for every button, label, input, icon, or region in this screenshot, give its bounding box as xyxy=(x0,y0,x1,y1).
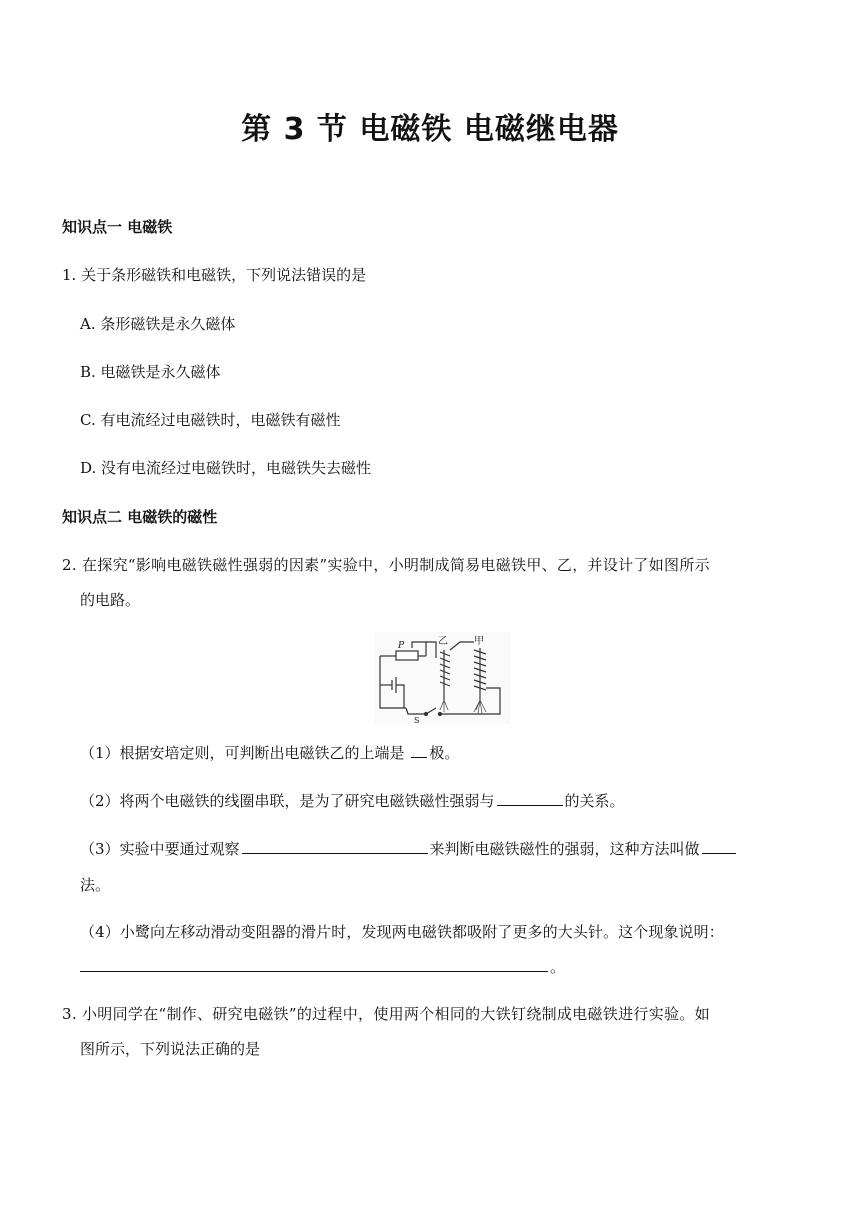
label-yi: 乙 xyxy=(438,636,448,647)
answer-blank-1[interactable] xyxy=(411,743,427,758)
question-1-option-c: C. 有电流经过电磁铁时，电磁铁有磁性 xyxy=(80,411,341,429)
sub-1-end: 极。 xyxy=(429,744,460,762)
question-2-sub-4: （4）小鹭向左移动滑动变阻器的滑片时，发现两电磁铁都吸附了更多的大头针。这个现象说明： xyxy=(80,923,724,941)
question-3-stem-line1: 3. 小明同学在“制作、研究电磁铁”的过程中，使用两个相同的大铁钉绕制成电磁铁进行实验。如 xyxy=(62,1005,710,1023)
sub-2-text: （2）将两个电磁铁的线圈串联，是为了研究电磁铁磁性强弱与 xyxy=(80,792,495,810)
sub-3-mid: 来判断电磁铁磁性的强弱，这种方法叫做 xyxy=(429,840,700,858)
sub-3-text: （3）实验中要通过观察 xyxy=(80,840,240,858)
section-heading-1: 知识点一 电磁铁 xyxy=(62,218,173,236)
section-heading-2: 知识点二 电磁铁的磁性 xyxy=(62,508,218,526)
question-2-sub-3-end: 法。 xyxy=(80,876,111,894)
page-title: 第 3 节 电磁铁 电磁继电器 xyxy=(241,112,619,147)
label-jia: 甲 xyxy=(474,636,484,647)
answer-blank-3[interactable] xyxy=(242,839,428,854)
question-1-stem: 1. 关于条形磁铁和电磁铁，下列说法错误的是 xyxy=(62,266,367,284)
question-1-option-d: D. 没有电流经过电磁铁时，电磁铁失去磁性 xyxy=(80,459,372,477)
question-2-sub-1 xyxy=(80,742,459,763)
question-1-option-b: B. 电磁铁是永久磁体 xyxy=(80,363,221,381)
question-3-stem-line2: 图所示，下列说法正确的是 xyxy=(80,1040,261,1058)
sub-1-text: （1）根据安培定则，可判断出电磁铁乙的上端是 xyxy=(80,744,410,762)
question-2-sub-3 xyxy=(80,838,738,859)
sub-4-end: 。 xyxy=(550,958,566,976)
question-2-stem-line2: 的电路。 xyxy=(80,591,141,609)
question-2-stem-line1: 2. 在探究“影响电磁铁磁性强弱的因素”实验中，小明制成简易电磁铁甲、乙，并设计了如图所示 xyxy=(62,556,710,574)
sub-2-end: 的关系。 xyxy=(564,792,625,810)
label-s: S xyxy=(414,716,420,724)
answer-blank-5[interactable] xyxy=(80,957,548,972)
label-p: P xyxy=(398,641,405,651)
question-2-sub-2 xyxy=(80,790,625,811)
question-1-option-a: A. 条形磁铁是永久磁体 xyxy=(80,315,236,333)
circuit-diagram xyxy=(374,632,510,728)
answer-blank-4[interactable] xyxy=(702,839,736,854)
answer-blank-2[interactable] xyxy=(497,791,563,806)
question-2-sub-4-answer xyxy=(80,956,565,977)
